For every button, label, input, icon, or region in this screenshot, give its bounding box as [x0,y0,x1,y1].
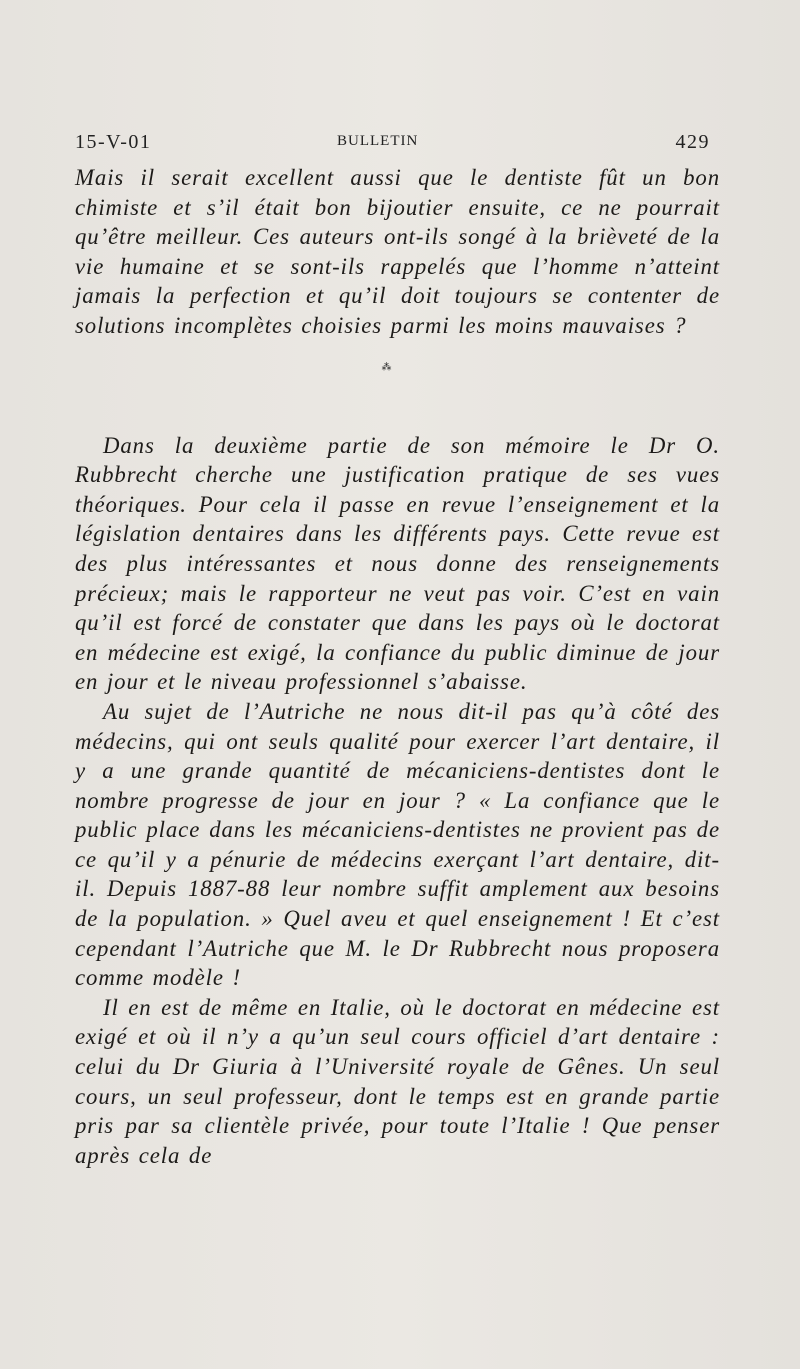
paragraph-2: Dans la deuxième partie de son mémoire le Dr O. Rubbrecht cherche une justification pratique de ses vues théoriques. Pour cela il passe en revue l’enseignement et la législation dentaires dans les différents pays. Cette revue est des plus intéressantes et nous donne des renseignements précieux; mais le rapporteur ne veut pas voir. C’est en vain qu’il est forcé de constater que dans les pays où le doctorat en médecine est exigé, la confiance du public diminue de jour en jour et le niveau professionnel s’abaisse. [75,432,720,695]
asterism-ornament: ⁂ [381,361,393,373]
running-header [75,131,710,157]
header-date: 15-V-01 [75,131,152,153]
page-number: 429 [675,131,710,153]
paragraph-1: Mais il serait excellent aussi que le dentiste fût un bon chimiste et s’il était bon bijoutier ensuite, ce ne pourrait qu’être meilleur. Ces auteurs ont-ils songé à la brièveté de la vie humaine et se sont-ils rappelés que l’homme n’atteint jamais la perfection et qu’il doit toujours se contenter de solutions incomplètes choisies parmi les moins mauvaises ? [75,165,720,338]
paragraph-4: Il en est de même en Italie, où le doctorat en médecine est exigé et où il n’y a qu’un seul cours officiel d’art dentaire : celui du Dr Giuria à l’Université royale de Gênes. Un seul cours, un seul professeur, dont le temps est en grande partie pris par sa clientèle privée, pour toute l’Italie ! Que penser après cela de [75,994,720,1168]
header-title: BULLETIN [337,133,419,149]
paragraph-3: Au sujet de l’Autriche ne nous dit-il pas qu’à côté des médecins, qui ont seuls qualité pour exercer l’art dentaire, il y a une grande quantité de mécaniciens-dentistes dont le nombre progresse de jour en jour ? « La confiance que le public place dans les mécaniciens-dentistes ne provient pas de ce qu’il y a pénurie de médecins exerçant l’art dentaire, dit-il. Depuis 1887-88 leur nombre suffit amplement aux besoins de la population. » Quel aveu et quel enseignement ! Et c’est cependant l’Autriche que M. le Dr Rubbrecht nous proposera comme modèle ! [75,698,720,991]
body-text [75,163,720,1170]
section-break [75,341,720,431]
